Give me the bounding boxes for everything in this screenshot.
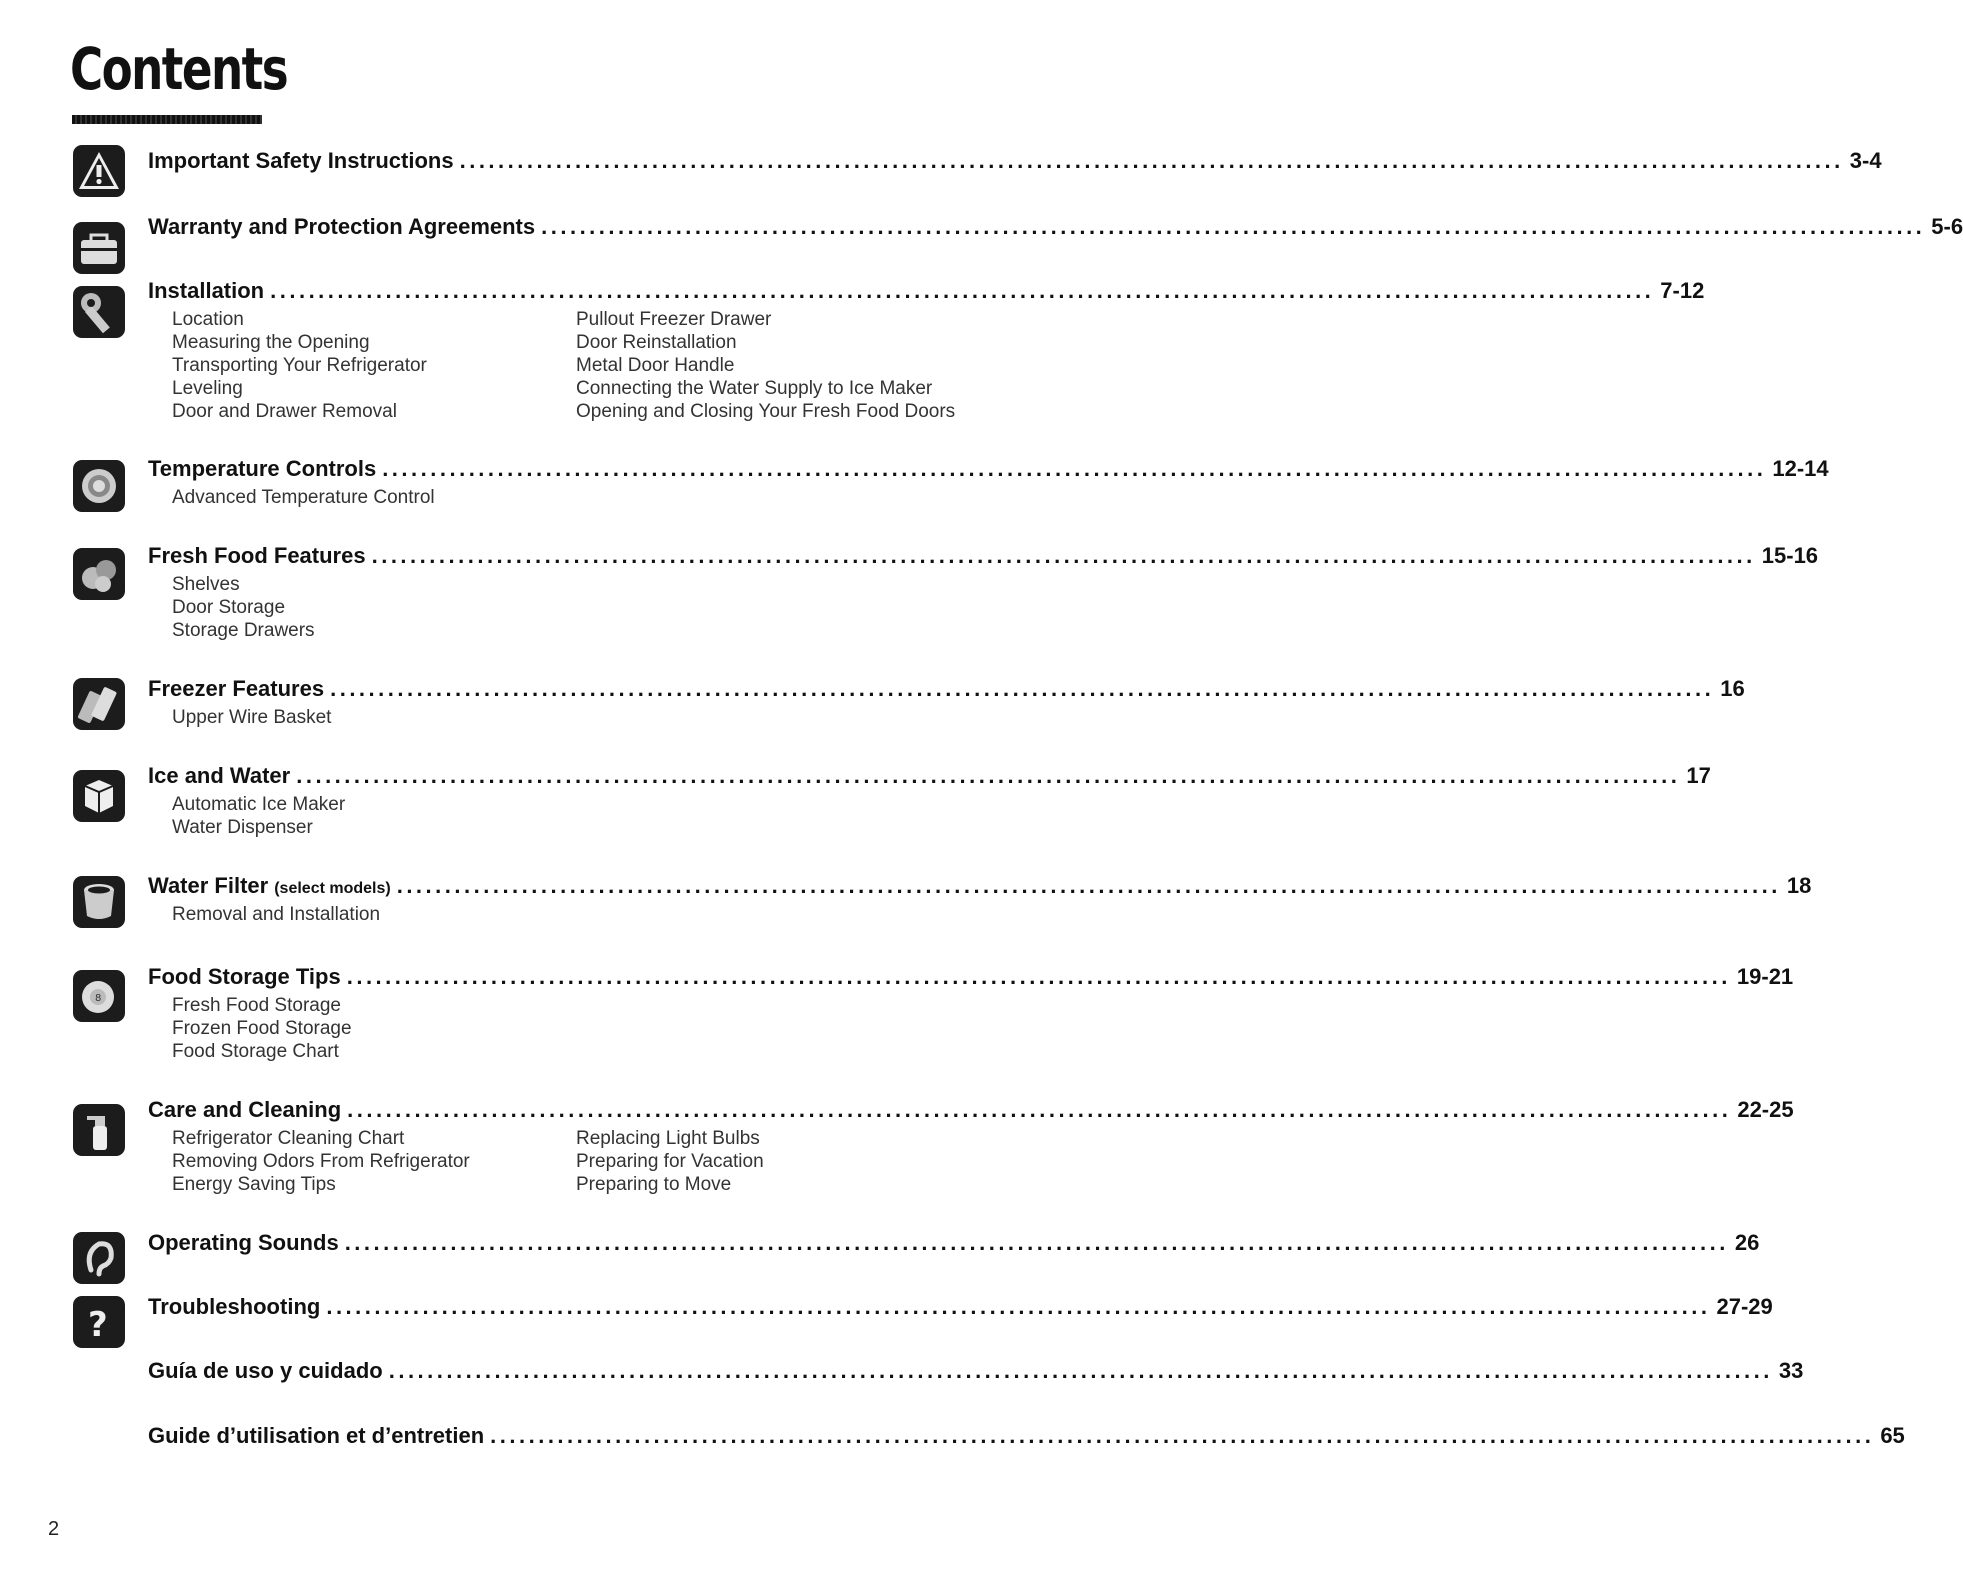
toc-heading-title: Care and Cleaning (148, 1097, 342, 1122)
produce-icon (73, 548, 125, 600)
dot-leader: ................................................................................................................................................ (326, 1294, 1711, 1319)
subtopic: Transporting Your Refrigerator (172, 355, 427, 376)
toc-heading-title: Guía de uso y cuidado (148, 1358, 383, 1383)
toc-heading (148, 148, 1882, 178)
toc-heading-title: Ice and Water (148, 763, 291, 788)
page-range: 7-12 (1660, 278, 1705, 303)
toc-heading-title: Warranty and Protection Agreements (148, 214, 536, 239)
subtopics-left (172, 903, 380, 926)
question-mark-icon (73, 1296, 125, 1348)
dot-leader: ................................................................................................................................................ (344, 1230, 1729, 1255)
toc-heading-title: Fresh Food Features (148, 543, 366, 568)
toc-heading-title: Freezer Features (148, 676, 325, 701)
ear-icon (73, 1232, 125, 1284)
subtopic: Removing Odors From Refrigerator (172, 1151, 470, 1172)
subtopic: Energy Saving Tips (172, 1174, 336, 1195)
page-range: 19-21 (1736, 964, 1794, 989)
toc-heading (148, 278, 1705, 308)
toc-heading-title: Troubleshooting (148, 1294, 321, 1319)
title-underline (72, 115, 262, 124)
subtopics-left (172, 706, 331, 729)
toc-heading-title: Installation (148, 278, 265, 303)
subtopics-left (172, 994, 352, 1063)
subtopic: Replacing Light Bulbs (576, 1128, 760, 1149)
dot-leader: ................................................................................................................................................ (346, 964, 1731, 989)
subtopic: Connecting the Water Supply to Ice Maker (576, 378, 933, 399)
page-range: 15-16 (1761, 543, 1819, 568)
page-range: 22-25 (1737, 1097, 1794, 1122)
subtopic: Automatic Ice Maker (172, 794, 346, 815)
dot-leader: ................................................................................................................................................ (330, 676, 1715, 701)
page-range: 5-6 (1931, 214, 1963, 239)
dot-leader: ................................................................................................................................................ (396, 873, 1781, 898)
subtopic: Leveling (172, 378, 243, 399)
toc-heading (148, 763, 1711, 793)
dot-leader: ................................................................................................................................................ (347, 1097, 1732, 1122)
toc-heading-title: Operating Sounds (148, 1230, 339, 1255)
subtopic: Frozen Food Storage (172, 1018, 352, 1039)
toc-heading-title: Temperature Controls (148, 456, 377, 481)
warning-icon (73, 145, 125, 197)
subtopic: Storage Drawers (172, 620, 315, 641)
filter-icon (73, 876, 125, 928)
subtopic: Upper Wire Basket (172, 707, 332, 728)
ice-cube-icon (73, 770, 125, 822)
dial-icon (73, 460, 125, 512)
svg-text:?: ? (88, 1305, 108, 1345)
page-range: 27-29 (1716, 1294, 1773, 1319)
subtopic: Door Reinstallation (576, 332, 737, 353)
toc-heading (148, 1423, 1905, 1453)
subtopic: Preparing to Move (576, 1174, 732, 1195)
dot-leader: ................................................................................................................................................ (371, 543, 1756, 568)
toc-heading-title: Water Filter (148, 873, 269, 898)
toc-heading (148, 1358, 1804, 1388)
toc-heading (148, 1230, 1760, 1260)
subtopics-left (172, 1127, 470, 1196)
toc-heading (148, 456, 1829, 486)
subtopic: Preparing for Vacation (576, 1151, 764, 1172)
toc-heading-subtitle: (select models) (274, 880, 391, 897)
subtopics-left (172, 486, 435, 509)
subtopic: Fresh Food Storage (172, 995, 341, 1016)
toc-heading (148, 676, 1745, 706)
toc-heading (148, 1294, 1773, 1324)
frozen-food-icon (73, 678, 125, 730)
toc-heading-title: Important Safety Instructions (148, 148, 454, 173)
svg-text:8: 8 (95, 993, 102, 1004)
toolbox-icon (73, 222, 125, 274)
dot-leader: ................................................................................................................................................ (541, 214, 1926, 239)
toc-heading (148, 873, 1812, 903)
toc-heading-title: Guide d’utilisation et d’entretien (148, 1423, 485, 1448)
storage-container-icon (73, 970, 125, 1022)
page-title: Contents (70, 35, 288, 103)
subtopics-left (172, 793, 345, 839)
subtopic: Door and Drawer Removal (172, 401, 397, 422)
wrench-icon (73, 286, 125, 338)
subtopic: Refrigerator Cleaning Chart (172, 1128, 405, 1149)
page-range: 12-14 (1772, 456, 1829, 481)
subtopic: Location (172, 309, 244, 330)
toc-heading (148, 214, 1963, 244)
toc-heading (148, 964, 1794, 994)
spray-bottle-icon (73, 1104, 125, 1156)
dot-leader: ................................................................................................................................................ (382, 456, 1767, 481)
toc-heading (148, 543, 1819, 573)
subtopic: Removal and Installation (172, 904, 381, 925)
dot-leader: ................................................................................................................................................ (270, 278, 1655, 303)
dot-leader: ................................................................................................................................................ (490, 1423, 1875, 1448)
page-range: 16 (1720, 676, 1745, 701)
page-number: 2 (48, 1518, 60, 1540)
dot-leader: ................................................................................................................................................ (388, 1358, 1773, 1383)
subtopic: Pullout Freezer Drawer (576, 309, 772, 330)
page-range: 26 (1734, 1230, 1760, 1255)
subtopic: Opening and Closing Your Fresh Food Doors (576, 401, 956, 422)
dot-leader: ................................................................................................................................................ (296, 763, 1681, 788)
subtopic: Water Dispenser (172, 817, 313, 838)
subtopic: Shelves (172, 574, 240, 595)
page-range: 18 (1786, 873, 1812, 898)
subtopic: Food Storage Chart (172, 1041, 339, 1062)
subtopic: Metal Door Handle (576, 355, 735, 376)
subtopic: Advanced Temperature Control (172, 487, 435, 508)
page-range: 17 (1686, 763, 1711, 788)
dot-leader: ................................................................................................................................................ (459, 148, 1844, 173)
subtopics-right (576, 308, 955, 423)
subtopics-left (172, 573, 315, 642)
toc-heading-title: Food Storage Tips (148, 964, 341, 989)
subtopics-left (172, 308, 427, 423)
page-range: 65 (1880, 1423, 1905, 1448)
subtopic: Door Storage (172, 597, 286, 618)
page-range: 3-4 (1849, 148, 1882, 173)
subtopics-right (576, 1127, 764, 1196)
page-range: 33 (1778, 1358, 1804, 1383)
toc-heading (148, 1097, 1794, 1127)
subtopic: Measuring the Opening (172, 332, 370, 353)
